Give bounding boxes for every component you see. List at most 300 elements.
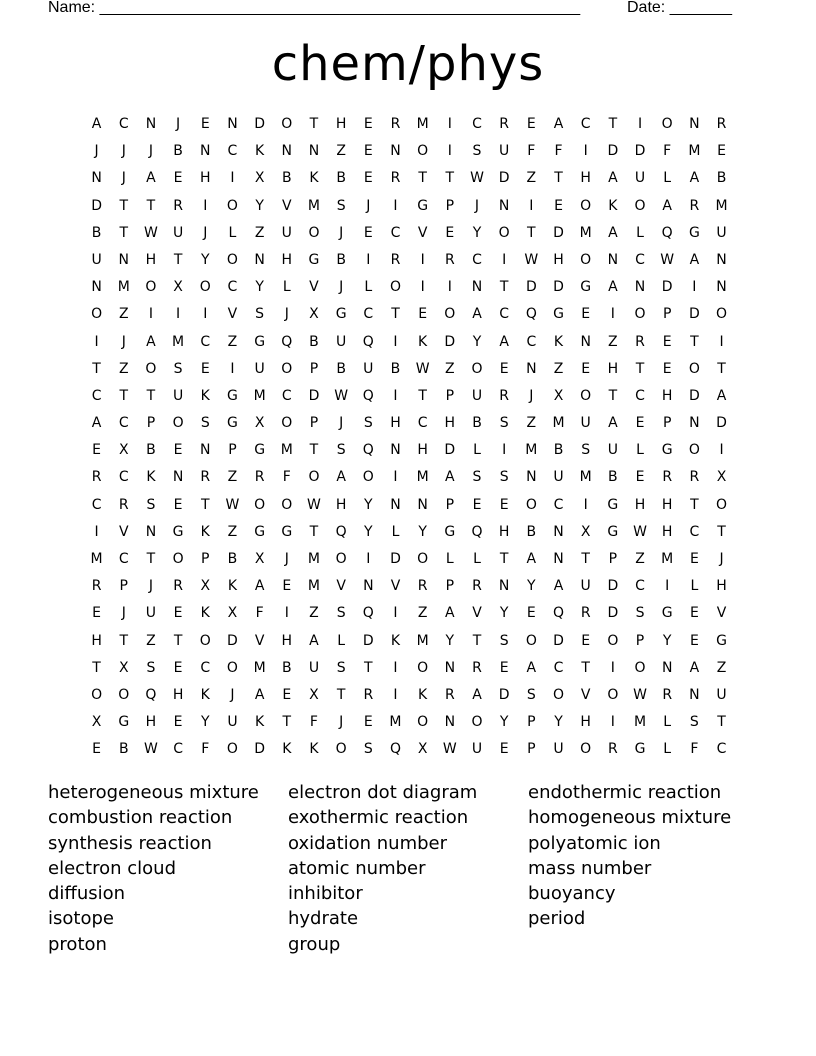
grid-letter[interactable]: A: [608, 279, 618, 296]
grid-letter[interactable]: R: [254, 469, 265, 486]
grid-letter[interactable]: I: [176, 306, 181, 323]
grid-letter[interactable]: T: [200, 496, 210, 513]
grid-letter[interactable]: R: [580, 605, 591, 622]
grid-letter[interactable]: M: [307, 578, 320, 595]
grid-letter[interactable]: Y: [364, 523, 373, 540]
grid-letter[interactable]: Y: [472, 333, 482, 350]
grid-letter[interactable]: J: [148, 578, 153, 595]
grid-letter[interactable]: T: [173, 251, 183, 268]
grid-letter[interactable]: K: [282, 741, 292, 758]
grid-letter[interactable]: D: [444, 442, 456, 459]
grid-letter[interactable]: N: [281, 143, 293, 160]
grid-letter[interactable]: H: [281, 251, 293, 268]
grid-letter[interactable]: I: [502, 251, 507, 268]
grid-letter[interactable]: Y: [364, 496, 373, 513]
grid-letter[interactable]: S: [689, 714, 699, 731]
grid-letter[interactable]: T: [418, 170, 427, 187]
grid-letter[interactable]: A: [254, 578, 265, 595]
grid-letter[interactable]: O: [226, 197, 238, 214]
grid-letter[interactable]: P: [635, 632, 645, 649]
grid-letter[interactable]: E: [173, 659, 183, 676]
grid-letter[interactable]: N: [553, 523, 564, 540]
grid-letter[interactable]: L: [391, 523, 400, 540]
grid-letter[interactable]: I: [719, 333, 724, 350]
grid-letter[interactable]: M: [579, 469, 592, 486]
grid-letter[interactable]: M: [416, 116, 429, 132]
grid-letter[interactable]: P: [527, 741, 536, 758]
grid-letter[interactable]: I: [420, 251, 425, 268]
grid-letter[interactable]: E: [499, 496, 509, 513]
grid-letter[interactable]: T: [173, 632, 183, 649]
grid-letter[interactable]: O: [525, 496, 537, 513]
grid-letter[interactable]: F: [255, 605, 264, 622]
grid-letter[interactable]: R: [390, 116, 401, 132]
grid-letter[interactable]: J: [148, 143, 153, 160]
grid-letter[interactable]: R: [417, 578, 428, 595]
grid-letter[interactable]: K: [227, 578, 238, 595]
grid-letter[interactable]: H: [444, 415, 456, 432]
grid-letter[interactable]: N: [689, 415, 700, 432]
grid-letter[interactable]: V: [472, 605, 482, 622]
grid-letter[interactable]: M: [90, 551, 103, 567]
grid-letter[interactable]: P: [662, 306, 672, 323]
grid-letter[interactable]: O: [335, 741, 347, 758]
grid-letter[interactable]: O: [580, 251, 592, 268]
grid-letter[interactable]: V: [254, 632, 265, 649]
grid-letter[interactable]: L: [636, 224, 644, 241]
grid-letter[interactable]: X: [254, 415, 265, 432]
grid-letter[interactable]: R: [390, 170, 401, 187]
grid-letter[interactable]: Z: [445, 360, 455, 377]
grid-letter[interactable]: O: [254, 496, 266, 513]
grid-letter[interactable]: N: [308, 143, 320, 160]
grid-letter[interactable]: C: [390, 224, 401, 241]
grid-letter[interactable]: O: [145, 279, 157, 296]
grid-letter[interactable]: N: [689, 686, 700, 703]
grid-letter[interactable]: L: [663, 741, 672, 758]
grid-letter[interactable]: Y: [200, 714, 210, 731]
grid-letter[interactable]: U: [308, 659, 320, 676]
grid-letter[interactable]: S: [635, 605, 645, 622]
grid-letter[interactable]: O: [91, 686, 103, 703]
grid-letter[interactable]: F: [690, 741, 699, 758]
grid-letter[interactable]: V: [118, 523, 129, 540]
grid-letter[interactable]: C: [526, 333, 537, 350]
grid-letter[interactable]: O: [199, 632, 211, 649]
grid-letter[interactable]: E: [499, 360, 509, 377]
grid-letter[interactable]: M: [633, 714, 647, 731]
grid-letter[interactable]: G: [254, 523, 266, 540]
grid-letter[interactable]: Y: [662, 632, 672, 649]
grid-letter[interactable]: Z: [553, 360, 564, 377]
grid-letter[interactable]: O: [91, 306, 103, 323]
grid-letter[interactable]: U: [145, 605, 157, 622]
grid-letter[interactable]: T: [146, 197, 156, 214]
grid-letter[interactable]: O: [145, 360, 157, 377]
grid-letter[interactable]: P: [119, 578, 128, 595]
grid-letter[interactable]: G: [254, 333, 266, 350]
grid-letter[interactable]: U: [553, 469, 564, 486]
grid-letter[interactable]: N: [498, 578, 510, 595]
grid-letter[interactable]: O: [716, 306, 728, 323]
grid-letter[interactable]: C: [91, 496, 102, 513]
grid-letter[interactable]: N: [91, 279, 102, 296]
grid-letter[interactable]: W: [334, 387, 349, 404]
grid-letter[interactable]: X: [580, 523, 591, 540]
grid-letter[interactable]: N: [661, 659, 673, 676]
grid-letter[interactable]: I: [366, 251, 371, 268]
grid-letter[interactable]: R: [472, 659, 482, 676]
grid-letter[interactable]: C: [363, 306, 374, 323]
grid-letter[interactable]: O: [580, 387, 592, 404]
grid-letter[interactable]: S: [499, 632, 509, 649]
grid-letter[interactable]: X: [254, 551, 265, 567]
grid-letter[interactable]: C: [227, 279, 238, 296]
grid-letter[interactable]: N: [91, 170, 102, 187]
grid-letter[interactable]: B: [716, 170, 727, 187]
grid-letter[interactable]: L: [445, 551, 454, 567]
grid-letter[interactable]: X: [173, 279, 183, 296]
grid-letter[interactable]: W: [144, 224, 158, 241]
grid-letter[interactable]: O: [688, 442, 700, 459]
grid-letter[interactable]: M: [307, 197, 320, 214]
grid-letter[interactable]: S: [526, 686, 536, 703]
grid-letter[interactable]: Q: [471, 523, 483, 540]
grid-letter[interactable]: H: [580, 714, 591, 731]
grid-letter[interactable]: R: [363, 686, 374, 703]
grid-letter[interactable]: E: [363, 170, 373, 187]
grid-letter[interactable]: L: [663, 170, 672, 187]
grid-letter[interactable]: Q: [362, 605, 374, 622]
grid-letter[interactable]: A: [472, 306, 482, 323]
grid-letter[interactable]: V: [390, 578, 401, 595]
grid-letter[interactable]: F: [309, 714, 318, 731]
grid-letter[interactable]: A: [608, 415, 618, 432]
grid-letter[interactable]: H: [498, 523, 510, 540]
grid-letter[interactable]: W: [442, 741, 457, 758]
grid-letter[interactable]: S: [255, 306, 265, 323]
grid-letter[interactable]: M: [307, 551, 320, 567]
grid-letter[interactable]: Q: [362, 333, 374, 350]
grid-letter[interactable]: C: [472, 116, 482, 132]
grid-letter[interactable]: G: [661, 605, 673, 622]
grid-letter[interactable]: B: [526, 523, 537, 540]
grid-letter[interactable]: O: [172, 415, 184, 432]
grid-letter[interactable]: T: [717, 360, 726, 377]
grid-letter[interactable]: C: [689, 523, 700, 540]
grid-letter[interactable]: Y: [499, 605, 509, 622]
grid-letter[interactable]: M: [579, 224, 592, 241]
grid-letter[interactable]: M: [172, 333, 185, 350]
grid-letter[interactable]: A: [472, 686, 482, 703]
grid-letter[interactable]: Z: [146, 632, 156, 649]
grid-letter[interactable]: O: [199, 279, 211, 296]
grid-letter[interactable]: A: [689, 659, 700, 676]
grid-letter[interactable]: G: [553, 306, 564, 323]
grid-letter[interactable]: E: [581, 360, 591, 377]
grid-letter[interactable]: C: [499, 306, 510, 323]
grid-letter[interactable]: T: [472, 632, 482, 649]
grid-letter[interactable]: W: [633, 686, 647, 703]
grid-letter[interactable]: E: [499, 659, 509, 676]
grid-letter[interactable]: P: [228, 442, 237, 459]
grid-letter[interactable]: U: [227, 714, 238, 731]
grid-letter[interactable]: T: [445, 170, 455, 187]
grid-letter[interactable]: I: [610, 659, 615, 676]
grid-letter[interactable]: T: [309, 116, 319, 132]
grid-letter[interactable]: R: [716, 116, 727, 132]
grid-letter[interactable]: C: [200, 659, 211, 676]
grid-letter[interactable]: P: [445, 197, 455, 214]
grid-letter[interactable]: A: [499, 333, 509, 350]
grid-letter[interactable]: T: [608, 387, 618, 404]
grid-letter[interactable]: N: [363, 578, 374, 595]
grid-letter[interactable]: D: [91, 197, 102, 214]
grid-letter[interactable]: E: [689, 632, 699, 649]
grid-letter[interactable]: N: [390, 496, 401, 513]
grid-letter[interactable]: U: [553, 741, 564, 758]
grid-letter[interactable]: G: [444, 523, 456, 540]
grid-letter[interactable]: I: [719, 442, 724, 459]
grid-letter[interactable]: Z: [254, 224, 265, 241]
grid-letter[interactable]: N: [444, 659, 456, 676]
grid-letter[interactable]: G: [688, 224, 700, 241]
grid-letter[interactable]: N: [444, 714, 456, 731]
grid-letter[interactable]: A: [91, 116, 102, 132]
grid-letter[interactable]: C: [118, 116, 129, 132]
grid-letter[interactable]: I: [94, 523, 99, 540]
grid-letter[interactable]: K: [608, 197, 618, 214]
grid-letter[interactable]: N: [390, 143, 401, 160]
grid-letter[interactable]: J: [529, 387, 534, 404]
grid-letter[interactable]: J: [176, 116, 181, 132]
grid-letter[interactable]: E: [363, 116, 373, 132]
grid-letter[interactable]: E: [173, 605, 183, 622]
grid-letter[interactable]: B: [281, 170, 292, 187]
grid-letter[interactable]: N: [580, 333, 591, 350]
grid-letter[interactable]: T: [717, 714, 726, 731]
grid-letter[interactable]: A: [309, 632, 319, 649]
grid-letter[interactable]: R: [91, 578, 102, 595]
grid-letter[interactable]: W: [660, 251, 675, 268]
grid-letter[interactable]: X: [91, 714, 102, 731]
grid-letter[interactable]: N: [145, 116, 157, 132]
grid-letter[interactable]: V: [417, 224, 428, 241]
grid-letter[interactable]: T: [527, 224, 536, 241]
grid-letter[interactable]: I: [393, 197, 398, 214]
grid-letter[interactable]: H: [661, 496, 673, 513]
grid-letter[interactable]: L: [228, 224, 237, 241]
grid-letter[interactable]: L: [473, 442, 481, 459]
grid-letter[interactable]: E: [282, 686, 292, 703]
grid-letter[interactable]: C: [118, 415, 129, 432]
grid-letter[interactable]: A: [689, 170, 700, 187]
grid-letter[interactable]: X: [716, 469, 727, 486]
grid-letter[interactable]: H: [661, 387, 673, 404]
grid-letter[interactable]: I: [447, 143, 452, 160]
grid-letter[interactable]: I: [583, 143, 588, 160]
grid-letter[interactable]: E: [282, 578, 292, 595]
grid-letter[interactable]: G: [227, 415, 238, 432]
grid-letter[interactable]: C: [472, 251, 482, 268]
grid-letter[interactable]: E: [635, 415, 645, 432]
grid-letter[interactable]: C: [635, 578, 645, 595]
grid-letter[interactable]: U: [471, 387, 483, 404]
grid-letter[interactable]: O: [716, 496, 728, 513]
grid-letter[interactable]: Y: [255, 197, 264, 214]
grid-letter[interactable]: J: [339, 714, 344, 731]
grid-letter[interactable]: C: [281, 387, 292, 404]
grid-letter[interactable]: I: [393, 333, 398, 350]
grid-letter[interactable]: U: [716, 686, 727, 703]
grid-letter[interactable]: T: [554, 170, 563, 187]
grid-letter[interactable]: B: [553, 442, 564, 459]
grid-letter[interactable]: D: [688, 306, 700, 323]
grid-letter[interactable]: U: [172, 224, 184, 241]
grid-letter[interactable]: S: [472, 469, 482, 486]
date-field[interactable]: Date: _______: [627, 0, 732, 16]
grid-letter[interactable]: O: [417, 714, 429, 731]
grid-letter[interactable]: O: [281, 415, 293, 432]
grid-letter[interactable]: G: [118, 714, 130, 731]
grid-letter[interactable]: I: [366, 551, 371, 567]
grid-letter[interactable]: V: [309, 279, 319, 296]
grid-letter[interactable]: R: [444, 251, 455, 268]
grid-letter[interactable]: K: [418, 333, 428, 350]
grid-letter[interactable]: O: [607, 686, 619, 703]
grid-letter[interactable]: W: [415, 360, 430, 377]
grid-letter[interactable]: T: [119, 224, 129, 241]
grid-letter[interactable]: S: [336, 442, 346, 459]
grid-letter[interactable]: O: [580, 741, 592, 758]
grid-letter[interactable]: Q: [389, 741, 401, 758]
grid-letter[interactable]: T: [581, 659, 590, 676]
grid-letter[interactable]: I: [230, 170, 235, 187]
grid-letter[interactable]: X: [309, 306, 319, 323]
grid-letter[interactable]: O: [417, 551, 429, 567]
grid-letter[interactable]: F: [554, 143, 563, 160]
grid-letter[interactable]: A: [553, 578, 564, 595]
grid-letter[interactable]: R: [607, 741, 618, 758]
grid-letter[interactable]: G: [661, 442, 673, 459]
grid-letter[interactable]: P: [445, 387, 455, 404]
grid-letter[interactable]: R: [118, 496, 129, 513]
grid-letter[interactable]: E: [92, 741, 102, 758]
grid-letter[interactable]: A: [689, 251, 700, 268]
grid-letter[interactable]: J: [474, 197, 480, 214]
grid-letter[interactable]: E: [717, 143, 726, 160]
grid-letter[interactable]: H: [553, 251, 564, 268]
grid-letter[interactable]: J: [121, 605, 126, 622]
grid-letter[interactable]: B: [336, 170, 346, 187]
grid-letter[interactable]: E: [173, 170, 183, 187]
grid-letter[interactable]: K: [200, 605, 210, 622]
grid-letter[interactable]: Z: [309, 605, 319, 622]
grid-letter[interactable]: E: [173, 442, 183, 459]
grid-letter[interactable]: E: [418, 306, 428, 323]
grid-letter[interactable]: S: [200, 415, 210, 432]
grid-letter[interactable]: X: [200, 578, 211, 595]
grid-letter[interactable]: N: [390, 442, 401, 459]
grid-letter[interactable]: H: [417, 442, 428, 459]
grid-letter[interactable]: M: [117, 279, 130, 296]
grid-letter[interactable]: O: [226, 741, 238, 758]
grid-letter[interactable]: Y: [527, 578, 536, 595]
grid-letter[interactable]: R: [689, 469, 700, 486]
grid-letter[interactable]: A: [254, 686, 265, 703]
grid-letter[interactable]: H: [716, 578, 727, 595]
grid-letter[interactable]: I: [420, 279, 425, 296]
grid-letter[interactable]: H: [335, 496, 347, 513]
grid-letter[interactable]: Y: [255, 279, 264, 296]
grid-letter[interactable]: O: [281, 496, 293, 513]
grid-letter[interactable]: O: [580, 197, 592, 214]
grid-letter[interactable]: I: [447, 279, 452, 296]
grid-letter[interactable]: D: [553, 279, 564, 296]
grid-letter[interactable]: Z: [526, 415, 537, 432]
grid-letter[interactable]: H: [335, 116, 347, 132]
grid-letter[interactable]: E: [363, 224, 373, 241]
grid-letter[interactable]: X: [553, 387, 564, 404]
grid-letter[interactable]: S: [146, 496, 156, 513]
grid-letter[interactable]: F: [527, 143, 536, 160]
grid-letter[interactable]: C: [200, 333, 211, 350]
grid-letter[interactable]: A: [526, 659, 537, 676]
grid-letter[interactable]: N: [471, 279, 483, 296]
grid-letter[interactable]: E: [92, 605, 102, 622]
grid-letter[interactable]: Z: [336, 143, 346, 160]
grid-letter[interactable]: T: [119, 632, 129, 649]
grid-letter[interactable]: L: [663, 714, 672, 731]
grid-letter[interactable]: X: [227, 605, 238, 622]
grid-letter[interactable]: P: [662, 415, 672, 432]
grid-letter[interactable]: D: [444, 333, 456, 350]
grid-letter[interactable]: T: [499, 279, 509, 296]
grid-letter[interactable]: S: [499, 469, 509, 486]
grid-letter[interactable]: M: [416, 469, 429, 486]
grid-letter[interactable]: I: [203, 306, 208, 323]
grid-letter[interactable]: Q: [281, 333, 293, 350]
grid-letter[interactable]: D: [390, 551, 401, 567]
grid-letter[interactable]: T: [608, 116, 618, 132]
grid-letter[interactable]: W: [633, 523, 647, 540]
grid-letter[interactable]: R: [635, 333, 645, 350]
grid-letter[interactable]: I: [637, 116, 643, 132]
grid-letter[interactable]: I: [148, 306, 153, 323]
grid-letter[interactable]: G: [254, 442, 266, 459]
grid-letter[interactable]: C: [716, 741, 727, 758]
grid-letter[interactable]: I: [203, 197, 208, 214]
grid-letter[interactable]: D: [688, 387, 700, 404]
grid-letter[interactable]: S: [336, 605, 346, 622]
grid-letter[interactable]: L: [282, 279, 291, 296]
grid-letter[interactable]: H: [580, 170, 591, 187]
grid-letter[interactable]: M: [688, 143, 701, 160]
grid-letter[interactable]: Z: [227, 469, 238, 486]
grid-letter[interactable]: O: [172, 551, 184, 567]
grid-letter[interactable]: P: [445, 578, 455, 595]
grid-letter[interactable]: R: [662, 686, 673, 703]
grid-letter[interactable]: M: [280, 442, 293, 459]
grid-letter[interactable]: B: [390, 360, 401, 377]
grid-letter[interactable]: U: [471, 741, 483, 758]
grid-letter[interactable]: T: [309, 523, 319, 540]
grid-letter[interactable]: D: [553, 632, 564, 649]
grid-letter[interactable]: B: [336, 251, 346, 268]
grid-letter[interactable]: S: [499, 415, 509, 432]
grid-letter[interactable]: S: [146, 659, 156, 676]
grid-letter[interactable]: G: [227, 387, 238, 404]
